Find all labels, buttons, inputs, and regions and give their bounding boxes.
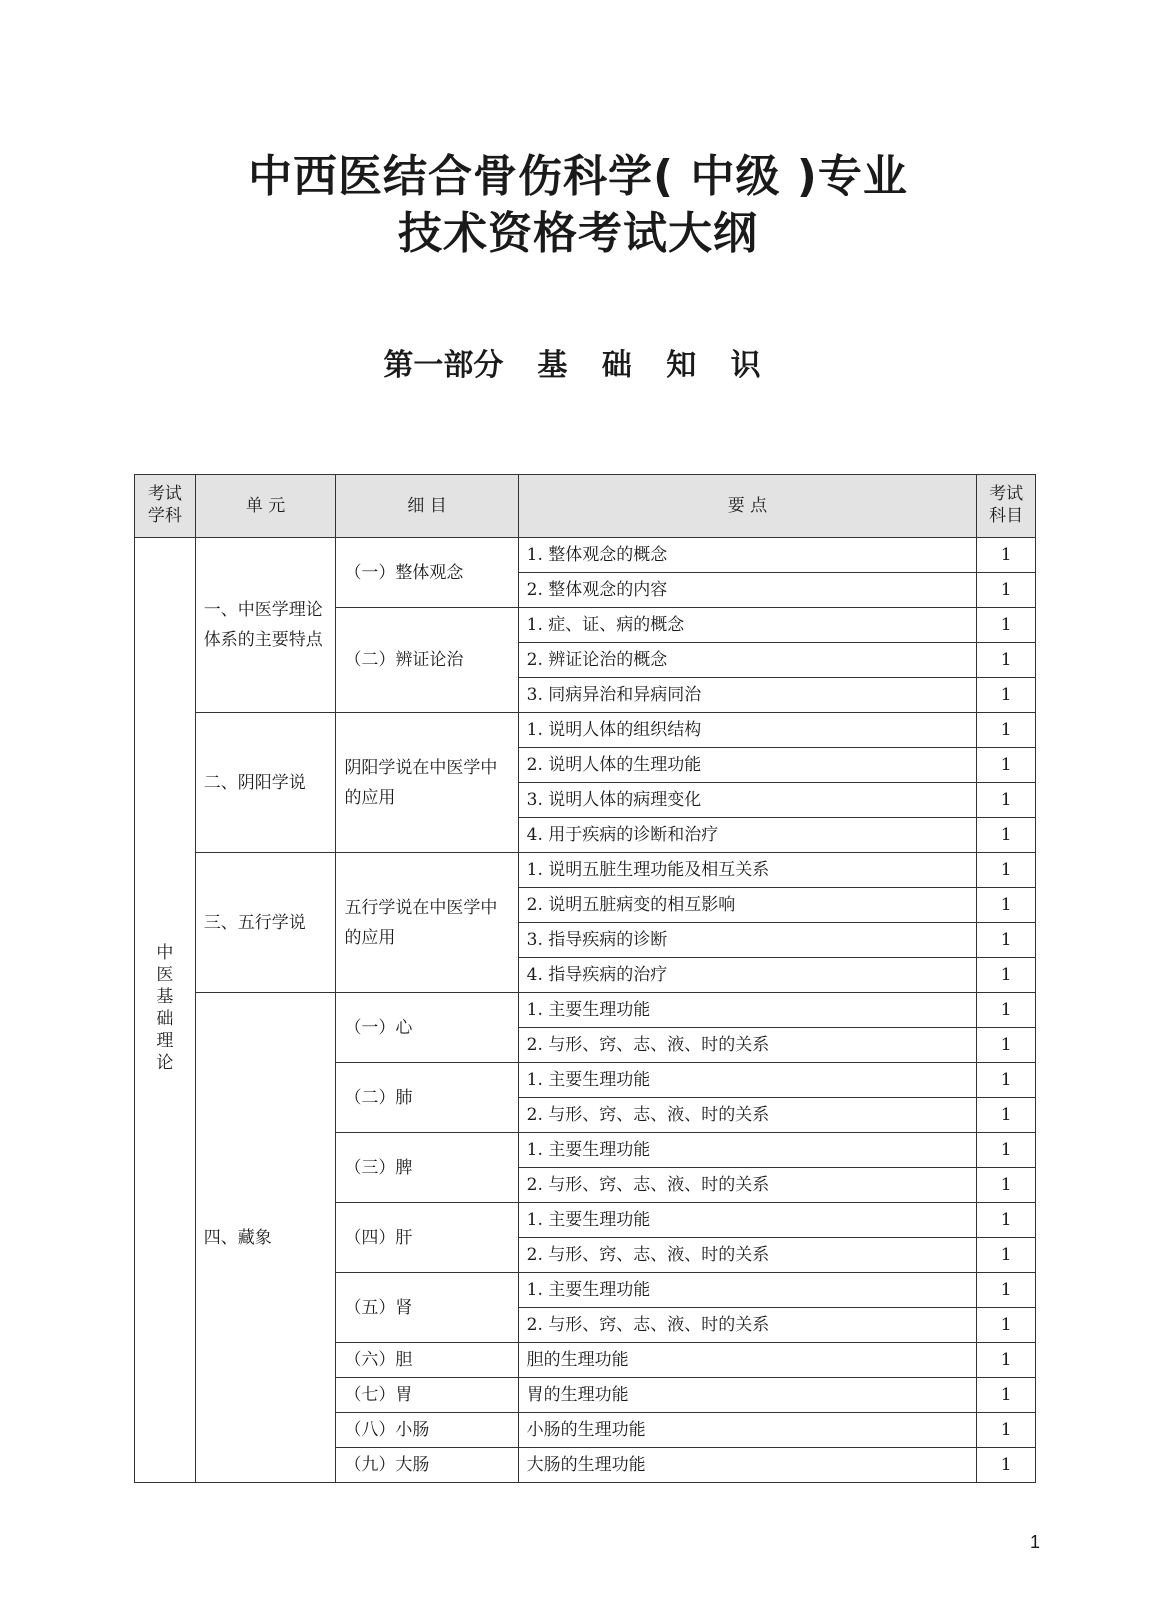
exam-value-cell: 1 — [977, 958, 1036, 993]
detail-cell: （一）整体观念 — [336, 538, 518, 608]
table-row — [135, 538, 1036, 573]
part-label: 第一部分 — [383, 348, 504, 383]
exam-value-cell: 1 — [977, 923, 1036, 958]
detail-cell: （四）肝 — [336, 1203, 518, 1273]
detail-cell: （九）大肠 — [336, 1448, 518, 1483]
table-row — [135, 993, 1036, 1028]
point-cell: 2. 说明五脏病变的相互影响 — [518, 888, 977, 923]
point-cell: 1. 主要生理功能 — [518, 1203, 977, 1238]
header-points: 要 点 — [518, 475, 977, 538]
exam-value-cell: 1 — [977, 748, 1036, 783]
unit-cell: 三、五行学说 — [195, 853, 336, 993]
point-cell: 3. 同病异治和异病同治 — [518, 678, 977, 713]
document-title-line-1: 中西医结合骨伤科学( 中级 )专业 — [248, 151, 908, 202]
exam-value-cell: 1 — [977, 1098, 1036, 1133]
point-cell: 4. 用于疾病的诊断和治疗 — [518, 818, 977, 853]
header-subject: 考试学科 — [135, 475, 196, 538]
point-cell: 2. 与形、窍、志、液、时的关系 — [518, 1308, 977, 1343]
point-cell: 胆的生理功能 — [518, 1343, 977, 1378]
part-heading — [0, 340, 1156, 384]
point-cell: 2. 说明人体的生理功能 — [518, 748, 977, 783]
detail-cell: 五行学说在中医学中的应用 — [336, 853, 518, 993]
exam-value-cell: 1 — [977, 853, 1036, 888]
point-cell: 2. 辨证论治的概念 — [518, 643, 977, 678]
exam-value-cell: 1 — [977, 1238, 1036, 1273]
detail-cell: （一）心 — [336, 993, 518, 1063]
detail-cell: （二）辨证论治 — [336, 608, 518, 713]
exam-value-cell: 1 — [977, 1203, 1036, 1238]
table-row — [135, 713, 1036, 748]
point-cell: 2. 整体观念的内容 — [518, 573, 977, 608]
unit-cell: 二、阴阳学说 — [195, 713, 336, 853]
point-cell: 1. 说明人体的组织结构 — [518, 713, 977, 748]
part-name: 基 础 知 识 — [537, 348, 773, 383]
point-cell: 4. 指导疾病的治疗 — [518, 958, 977, 993]
detail-cell: （五）肾 — [336, 1273, 518, 1343]
detail-cell: （三）脾 — [336, 1133, 518, 1203]
detail-cell: （八）小肠 — [336, 1413, 518, 1448]
unit-cell: 四、藏象 — [195, 993, 336, 1483]
point-cell: 1. 主要生理功能 — [518, 1133, 977, 1168]
point-cell: 2. 与形、窍、志、液、时的关系 — [518, 1238, 977, 1273]
point-cell: 1. 主要生理功能 — [518, 1063, 977, 1098]
point-cell: 小肠的生理功能 — [518, 1413, 977, 1448]
header-unit: 单 元 — [195, 475, 336, 538]
exam-value-cell: 1 — [977, 888, 1036, 923]
exam-value-cell: 1 — [977, 783, 1036, 818]
detail-cell: （六）胆 — [336, 1343, 518, 1378]
exam-value-cell: 1 — [977, 1343, 1036, 1378]
exam-value-cell: 1 — [977, 1063, 1036, 1098]
table-row — [135, 853, 1036, 888]
point-cell: 大肠的生理功能 — [518, 1448, 977, 1483]
unit-cell: 一、中医学理论体系的主要特点 — [195, 538, 336, 713]
exam-value-cell: 1 — [977, 1308, 1036, 1343]
exam-value-cell: 1 — [977, 1448, 1036, 1483]
table-header-row — [135, 475, 1036, 538]
detail-cell: （七）胃 — [336, 1378, 518, 1413]
exam-value-cell: 1 — [977, 1273, 1036, 1308]
point-cell: 1. 症、证、病的概念 — [518, 608, 977, 643]
point-cell: 3. 指导疾病的诊断 — [518, 923, 977, 958]
exam-value-cell: 1 — [977, 713, 1036, 748]
exam-value-cell: 1 — [977, 538, 1036, 573]
point-cell: 1. 主要生理功能 — [518, 993, 977, 1028]
exam-value-cell: 1 — [977, 993, 1036, 1028]
exam-value-cell: 1 — [977, 573, 1036, 608]
exam-value-cell: 1 — [977, 818, 1036, 853]
point-cell: 1. 主要生理功能 — [518, 1273, 977, 1308]
subject-cell: 中医基础理论 — [135, 538, 196, 1483]
exam-value-cell: 1 — [977, 608, 1036, 643]
exam-value-cell: 1 — [977, 1378, 1036, 1413]
syllabus-table — [134, 474, 1036, 1483]
detail-cell: 阴阳学说在中医学中的应用 — [336, 713, 518, 853]
page-number: 1 — [1030, 1532, 1041, 1552]
point-cell: 胃的生理功能 — [518, 1378, 977, 1413]
header-detail: 细 目 — [336, 475, 518, 538]
exam-value-cell: 1 — [977, 678, 1036, 713]
exam-value-cell: 1 — [977, 1133, 1036, 1168]
exam-value-cell: 1 — [977, 643, 1036, 678]
document-title-line-2: 技术资格考试大纲 — [398, 208, 758, 259]
point-cell: 1. 整体观念的概念 — [518, 538, 977, 573]
point-cell: 2. 与形、窍、志、液、时的关系 — [518, 1028, 977, 1063]
exam-value-cell: 1 — [977, 1168, 1036, 1203]
point-cell: 1. 说明五脏生理功能及相互关系 — [518, 853, 977, 888]
point-cell: 3. 说明人体的病理变化 — [518, 783, 977, 818]
point-cell: 2. 与形、窍、志、液、时的关系 — [518, 1168, 977, 1203]
exam-value-cell: 1 — [977, 1413, 1036, 1448]
point-cell: 2. 与形、窍、志、液、时的关系 — [518, 1098, 977, 1133]
header-exam: 考试科目 — [977, 475, 1036, 538]
exam-value-cell: 1 — [977, 1028, 1036, 1063]
detail-cell: （二）肺 — [336, 1063, 518, 1133]
